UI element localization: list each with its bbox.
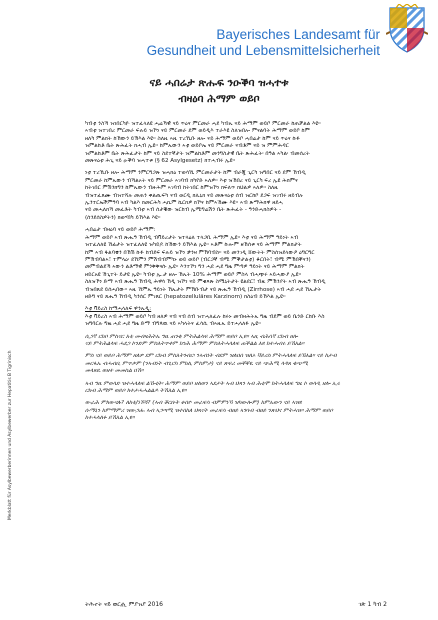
paragraph-line: እቲ ቫይረስ ከማሓላለፍ ዋንኡዲ: — [85, 306, 152, 313]
paragraph-line: ኣብቲ ዝተገበረ ምርመራ ፍሉይ ዝኾነ ናይ ምርመራ ደም ወይዲእ ተራእዩ ስለዝበሎ ምናልባት ሕማም ወይቦ ከም — [85, 128, 310, 135]
paragraph — [85, 227, 387, 301]
paragraph — [85, 121, 387, 165]
paragraph-line: ዘይርአዩ ኸጊተት ይታዩ ኢዩ። ካብቲ ኢ.ታ ዘሎ ኸኡት 10% ሕማም ወይቦ ምስላ ብሓጭሩ ኣይሓውያ ኢዩ። — [85, 271, 302, 278]
footer-date: ትሕተት ናይ ወርሒ ምያዝያ 2016 — [85, 601, 163, 608]
paragraph-line: ዝምልከቶ ቤት ጽሕፈት ክሓብ ኢዩ። ከምኡውን ኣቲ ወይቦኤ ናይ ምርመራ ናብቶም ናይ ዝ ምምሕዳር — [85, 143, 289, 150]
page-header — [0, 0, 438, 62]
paragraph-line: ሲጋኛ ርከቦ ምስናር እቲ መብዛሕትኡ ግዜ ጠንቂ ምትሕልላፍ ሕማም ወይቦ ኢዩ። ኣዚ ብሕሳኛ ርከብ ዘሎ — [85, 333, 298, 340]
paragraph-line: ዝተፈለለዩ ኸፊታት ዝተፈለለዩ ዝካይዶ ከኸውን ይኽእል ኢዩ። ኣቶም ኩሎም ዘኸሰቱ ናይ ሕማም ምልክታት — [85, 242, 302, 249]
paragraph-line: ዘድግ ናይ ጸሒዓ ኸብዲ ካንሰር ምገጸር (hepatozelluläres Karzinom) ክስዕብ ይኸእል ኢዩ። — [85, 293, 286, 300]
paragraph-line: ኣብ ግዜ ምወላድ ዝተሓላለፍ ልኹቲት፡ ሕማም ወይቦ ዘለወን ኣደታት ኣብ ህጻን ኣብ ሕቲሞ ክትሓላለፍ ግዜ ኮ ወላዲ ዘሎ ኢሩ — [85, 380, 340, 387]
paragraph-line: ዝምልከቶም ቤት ጽሕፈታት ከም ናይ ስደተኛታት ዝምልከቶም መንግስታዊ ቤት ጽሕፈት፡ በዓል ኣካል፡ ብመሰረት — [85, 150, 310, 157]
paragraph-line: ርከብ ሕማም ወይቦ ክተታሓሓልልዶ ትኸእል ኢዩ። — [85, 388, 187, 394]
paragraph-line: ምርመራ ከምኡውን ብኻልኦት ናይ ምርመራ ኣገባብ ክካየድ ኣለዎ። እቲ ዝኸበረ ናይ ጊርካ ፍረ ኢዩ ሕክምና — [85, 177, 298, 184]
paragraph-line: ናይ ምትሕልላፍ ሓደጋ ኮንድም ምስእትጥቀም ከንሕ ሕማም ምስእትሓላለፍ ጠቕልል እዩ ከተሓብሩ ይኽእል። — [85, 340, 305, 347]
paragraph-line: መላጸዪ ወዘተ መመስል በኸ። — [85, 368, 144, 375]
paragraph-line: ናይ መሓለክኻ መፈቶት ካብቲ ኣብ ሰታቑው ዝርከብ ኢሚግሬሽን ቤት ጽሕፈት - ዓንድሓክስዎት - — [85, 207, 282, 214]
paragraph-line: ዘለካ ምልክት ከኸውን ይኽእል እዩ። ስለዚ ኣዚ ተረኺቡ ዘሎ ናይ ሕማም ወይቦ ሓበሬታ ከም ናይ ጥዕና ኩፉ — [85, 135, 301, 142]
paragraph — [85, 334, 387, 349]
paragraph-line: ብዝተፈጸሙ ብዝተሻሉ መጠን ቀልጢፍካ ናብ ወርዲ ክሊኒክ ናይ መጽናዕቲ ሰብ ዝርከቦ ደጋፍ ዝገብሩ ዘይብሉ — [85, 192, 304, 199]
paragraph-line: ከም ኣብ ፋልባቼን በኸሽ ኩፉ ከብደፍ ፍሉይ ዝኾነ ቃንዛ ምኽባብስ። ናይ መንገዲ ሸውትት ምስሰዝደላውዖ ዕግርግር — [85, 249, 315, 256]
agency-name-line1: Bayerisches Landesamt für — [216, 27, 380, 42]
bavarian-coat-of-arms-icon — [386, 4, 428, 54]
paragraph-line: ኢንተርኤችምዓባ ኣብ ካልእ ክመርሕካ ሓኪም ኬርክዎ ክኾና ከምኣኸሙ እዩ። ኣብ ጽማሕክዋ ዘደሓ — [85, 200, 283, 207]
paragraph-line: ነቲ ተረኺቡ ዘሎ ሕማም ንምርግጋጽ ዝሓክዕ ተወሳኺ ምርመራታት ከም ብራጂ ጊርካ ዝግበር ናይ ደም ኸብዲ — [85, 170, 306, 177]
paragraph-line: ስለዝኾነ ድማ ኣብ ጽሒዓ ኸብዲ ሕዋሳ ኸዲ ዝኾነ ናይ ምቁጻጽ ስሚኒትታት ዩልደር፣ ብዚ ምኽንያት ኣብ ጽሒዓ ኸብዲ — [85, 279, 326, 286]
paragraph-line: መምብልደኻ ኣውን ልቶማዊ ምንቅቅናሱ ኢዩ። እንተኾነ ግን ሓደ ሓደ ግዜ ምጣዎ ዓይነት ናይ ሕማም ምልክት — [85, 264, 305, 271]
paragraph-line: ውራሕ ምክውናሉ? ለከቲ/ነኾሻ? (ኣብ ቖርቡት ቆሰዮ መራፍሳ ብምምነኻ ዝካውሎም) ከምኡውን ናይ ኣዝዩ — [85, 400, 302, 407]
paragraph-line: ሓበሬታ ብዛዕባ ናይ ወይቦ ሕማም: — [85, 227, 156, 234]
paragraph — [85, 170, 387, 222]
document-body — [85, 121, 387, 428]
paragraph-line: ሱማኒን ከምማምሪ ዝውጋሑ ኣብ ኣጋጣሚ ዝተሰከለ ህጻናት መራፍሳ ብዘይ ኣገባብ ብዘይ ንጽህና ምትሓዝ። ሕማም ወይቦ — [85, 407, 333, 414]
paragraph-line: ብዝበጸደ ይሰሓበው። ኣዚ ኸምኡ ዓይነት ኸኡታት ምኽቡብታ ናይ ጽሒዓ ኸብዲ (Zirrhose) ኣብ ሓደ ሓደ ኸኡታት — [85, 286, 322, 293]
agency-name — [147, 27, 380, 59]
paragraph — [85, 381, 387, 396]
paragraph-line: ሕማም ወይቦ ኣብ ጽሒዓ ኸብዲ ብቫይረታት ዝተላዕለ ተላጋቢ ሕማም ኢዩ። እቲ ናይ ሕማም ዓይነት ኣብ — [85, 234, 299, 241]
paragraph-line: (ሰንደሰስዎትን) ክወሃበካ ይኸእል እዩ። — [85, 214, 161, 221]
paragraph-line: መርፋኡ ብሓብቢ ምጥቃም (ንኣብነት ብጊርካ ምክሊ ምስምታ) ናይ ጽፍሪ መቐቐዪ ናይ ጭሕሚ ላዳጸ ቁጭሚ — [85, 360, 309, 367]
paragraph-line: ምኽብባልኣ፣ ተምላዕ፡ ደኸምን ምሽብብምካኑ ወይ ወይቦ (ብርጋኛ ብሚ ምቕታልቲ) ቆርበት፣ ብሚ ምኽበቐናን) — [85, 256, 311, 263]
side-note: Merkblatt für Asylbewerberinnen und Asylbewerber zur Hepatitis B Tigrinisch — [8, 350, 13, 520]
paragraph — [85, 353, 387, 375]
agency-name-line2: Gesundheit und Lebensmittelsicherheit — [146, 43, 380, 58]
paragraph-line: እቲ ቫይረስ ኣብ ሕማም ወይቦ ካብ ዘለዎ ናብ ናብ ሰብ ዝተሓለፈሉ ከሩኑ መብዛሕትኡ ግዜ ብደም ወይ ቤንድ ርከቡ እስ — [85, 313, 325, 320]
paragraph-line: ከተሓላለፉ ይኸእል ኢዩ። — [85, 415, 135, 422]
paragraph-line: ካብቲ ንስኻ ዝነበርካዮ ዝተፈላለዩ ሓሬኻዊ ናይ ጥዕና ምርመራ ሓደ ካብኡ ናይ ሕማም ወይቦ ምርመራ ከጠቓልል እዩ። — [85, 121, 321, 127]
document-title-line1: ናይ ሓበሬታ ጽሑፍ ንዑቕባ ዝሓተቱ — [149, 77, 289, 89]
paragraph-line: ከትገበር ምሽንክግን ከምኡውን ብዙሕም ኣገባብ ከትገበር ከምዝኾነ ክፍለጥ ክህልዎ ኣለዎ። ስለዚ — [85, 185, 279, 192]
paragraph-line: ምስ ናይ ወይቦ ሕማም ዘለዎ ደም ርከብ ምስእትገብር፡ ንኣብነት ብደም ዝለበሰ ዝለኦ ቫይረስ ምትሓላለፍ ይኽእል። ናይ ከታብ — [85, 353, 337, 360]
paragraph — [85, 306, 387, 328]
document-title-line2: ብዛዕባ ሕማም ወይቦ — [178, 93, 260, 105]
footer-page-number: ገጽ 1 ካብ 2 — [358, 601, 387, 608]
paragraph — [85, 400, 387, 422]
paragraph-line: ዝግባርሉ ግዜ ሓደ ሓደ ግዜ ድማ ብግጳዉ ናይ ኣካላትና ፈሳሲ ብኣዚኡ ይተሓላለፉ ኢዩ። — [85, 321, 261, 328]
paragraph-line: መጽናዕቲ ሕጊ ናይ ዑቕባ ዝሓተቱ (§ 62 Asylgesetz) ክተሓብሩ ኢዩ። — [85, 158, 236, 165]
